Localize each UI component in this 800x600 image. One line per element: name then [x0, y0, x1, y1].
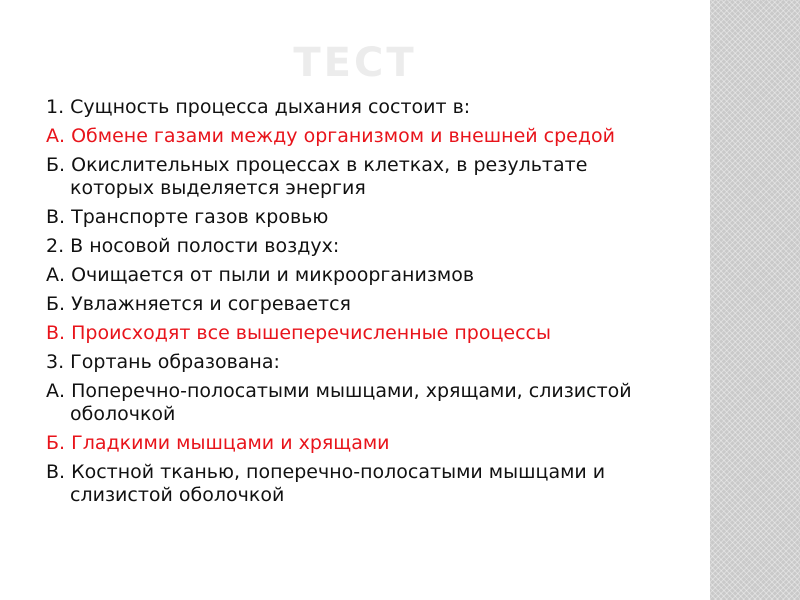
question-2: 2. В носовой полости воздух: [46, 235, 340, 257]
answer-3b: Б. Гладкими мышцами и хрящами [46, 432, 390, 454]
question-1: 1. Сущность процесса дыхания состоит в: [46, 96, 471, 118]
test-content [46, 96, 676, 513]
question-3: 3. Гортань образована: [46, 351, 280, 373]
answer-3a: А. Поперечно-полосатыми мышцами, хрящами, слизистой оболочкой [46, 380, 632, 425]
slide-title: ТЕСТ [293, 40, 417, 86]
decorative-side-panel [710, 0, 800, 600]
answer-2c: В. Происходят все вышеперечисленные процессы [46, 322, 551, 344]
answer-2b: Б. Увлажняется и согревается [46, 293, 351, 315]
answer-1b: Б. Окислительных процессах в клетках, в результате которых выделяется энергия [46, 154, 588, 199]
answer-1c: В. Транспорте газов кровью [46, 206, 329, 228]
answer-1a: А. Обмене газами между организмом и внешней средой [46, 125, 615, 147]
answer-3c: В. Костной тканью, поперечно-полосатыми мышцами и слизистой оболочкой [46, 461, 606, 506]
answer-2a: А. Очищается от пыли и микроорганизмов [46, 264, 475, 286]
